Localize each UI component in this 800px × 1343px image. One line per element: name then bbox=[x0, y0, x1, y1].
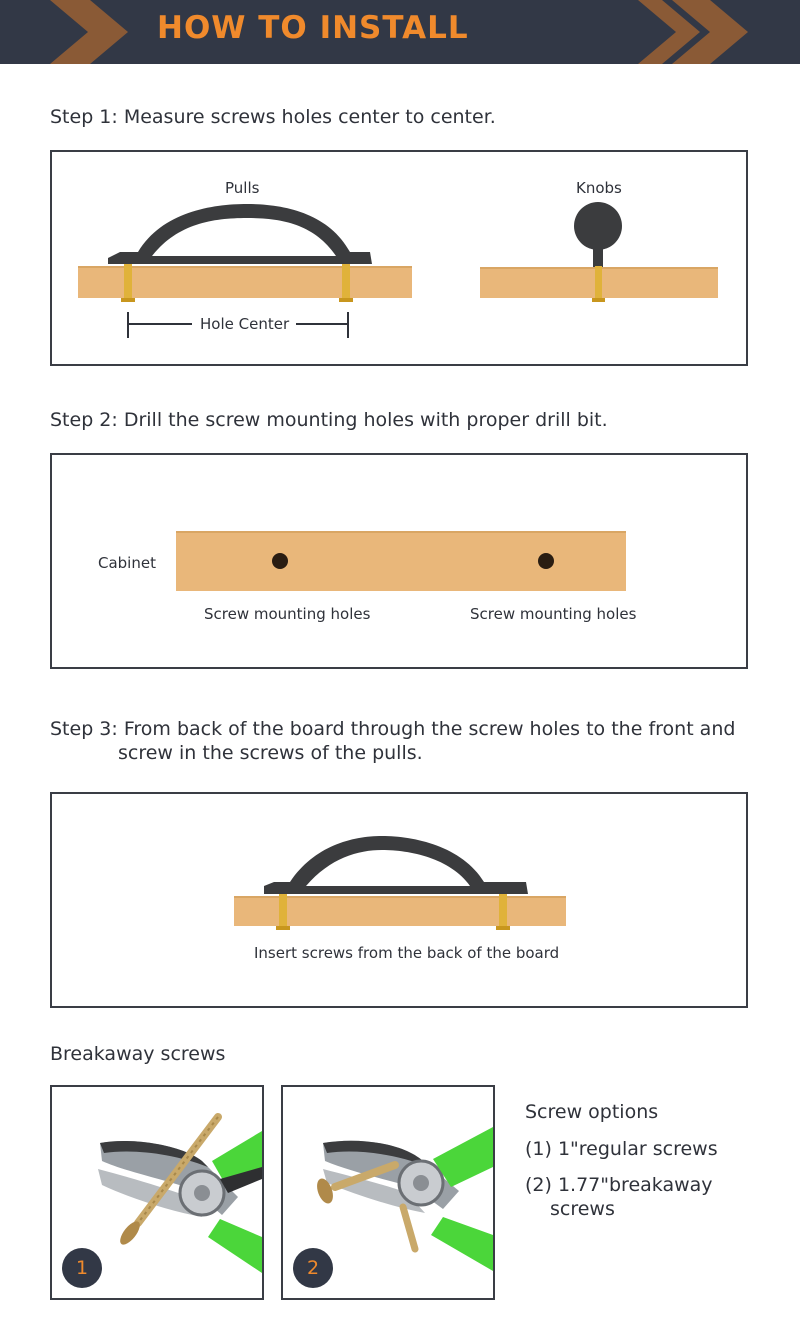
step2-illustration bbox=[52, 455, 746, 667]
step3-caption: Insert screws from the back of the board bbox=[254, 944, 560, 962]
screw-options-title: Screw options bbox=[525, 1101, 659, 1123]
step-badge-1: 1 bbox=[62, 1248, 102, 1288]
mounting-hole-left bbox=[272, 553, 288, 569]
mounting-hole-right bbox=[538, 553, 554, 569]
step3-panel bbox=[50, 792, 748, 1008]
breakaway-title: Breakaway screws bbox=[50, 1043, 226, 1065]
pulls-label: Pulls bbox=[225, 179, 260, 197]
breakaway-photo-2 bbox=[281, 1085, 495, 1300]
step2-panel bbox=[50, 453, 748, 669]
step3-heading-line1: Step 3: From back of the board through the screw holes to the front and bbox=[50, 718, 736, 740]
screw-option-2-line2: screws bbox=[550, 1198, 615, 1220]
page-title: HOW TO INSTALL bbox=[157, 10, 469, 46]
hole-label-right: Screw mounting holes bbox=[470, 605, 637, 623]
step-badge-2: 2 bbox=[293, 1248, 333, 1288]
screw-option-2-line1: (2) 1.77"breakaway bbox=[525, 1174, 713, 1196]
step3-illustration bbox=[52, 794, 746, 1006]
screw-option-1: (1) 1"regular screws bbox=[525, 1138, 718, 1160]
step3-heading-line2: screw in the screws of the pulls. bbox=[118, 742, 423, 764]
hole-label-left: Screw mounting holes bbox=[204, 605, 371, 623]
step1-panel bbox=[50, 150, 748, 366]
hole-center-label: Hole Center bbox=[200, 315, 290, 333]
step2-heading: Step 2: Drill the screw mounting holes with proper drill bit. bbox=[50, 409, 608, 431]
step1-illustration bbox=[52, 152, 746, 364]
cabinet-label: Cabinet bbox=[98, 554, 156, 572]
knobs-label: Knobs bbox=[576, 179, 622, 197]
breakaway-photo-1 bbox=[50, 1085, 264, 1300]
step1-heading: Step 1: Measure screws holes center to center. bbox=[50, 106, 496, 128]
header-banner bbox=[0, 0, 800, 64]
